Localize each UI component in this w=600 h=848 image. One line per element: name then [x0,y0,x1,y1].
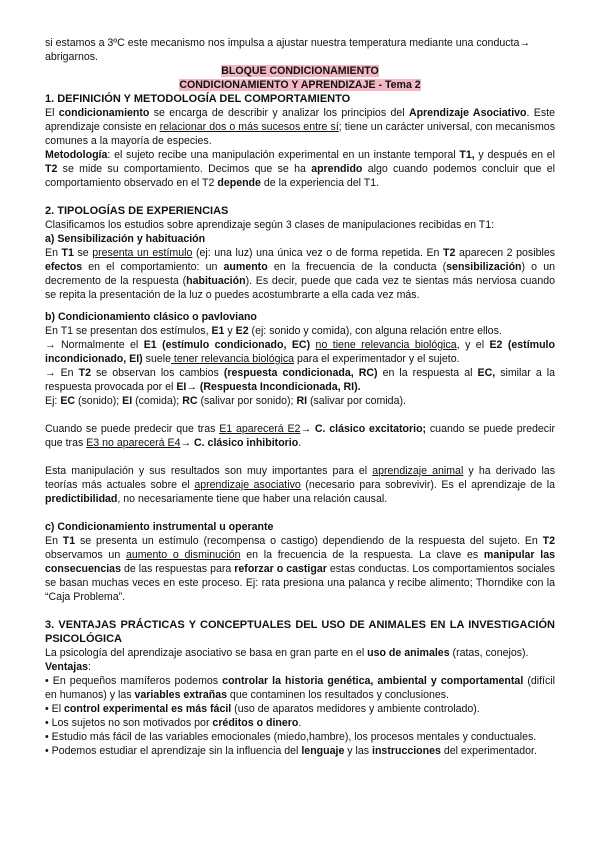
ventaja-item: • Los sujetos no son motivados por créditos o dinero. [45,717,302,729]
section-3-intro: La psicología del aprendizaje asociativo se basa en gran parte en el uso de animales (ratas, conejos). [45,647,529,659]
subsection-c-paragraph: En T1 se presenta un estímulo (recompensa o castigo) dependiendo de la respuesta del sujeto. En T2 observamos un aumento o disminución en la frecuencia de la respuesta. La clave es manipular las consecuencias de las respuestas para reforzar o castigar estas conductas. Los comportamientos sociales se basan muchas veces en este proceso. Ej: rata presiona una palanca y recibe alimento; Thorndike con la “Caja Problema”. [45,535,556,603]
block-title: BLOQUE CONDICIONAMIENTO [221,65,379,77]
section-1-paragraph-1: El condicionamiento se encarga de describir y analizar los principios del Aprendizaje Asociativo. Este aprendizaje consiste en relacionar dos o más sucesos entre sí; tiene un carácter universal, con mecanismos comunes a la mayoría de especies. [45,107,555,147]
ventaja-item: • Podemos estudiar el aprendizaje sin la influencia del lenguaje y las instrucciones del experimentador. [45,745,537,757]
ventaja-item: • Estudio más fácil de las variables emocionales (miedo,hambre), los procesos mentales y conductuales. [45,731,537,743]
subsection-a-paragraph: En T1 se presenta un estímulo (ej: una luz) una única vez o de forma repetida. En T2 aparecen 2 posibles efectos en el comportamiento: un aumento en la frecuencia de la conducta (sensibilización) o un decremento de la respuesta (habituación). Es decir, puede que cada vez te sientas más nerviosa cuando se repita la presentación de la luz o puedes acostumbrarte a ella cada vez más. [45,247,556,301]
section-1-heading: 1. DEFINICIÓN Y METODOLOGÍA DEL COMPORTAMIENTO [45,93,351,105]
subsection-b-line-2: → Normalmente el E1 (estímulo condicionado, EC) no tiene relevancia biológica, y el E2 (estímulo incondicionado, EI) suele tener relevancia biológica para el experimentador y el sujeto. [45,339,555,365]
topic-title: CONDICIONAMIENTO Y APRENDIZAJE - Tema 2 [179,79,421,91]
ventaja-item: • En pequeños mamíferos podemos controlar la historia genética, ambiental y comportamental (difícil en humanos) y las variables extrañas que contaminen los resultados y conclusiones. [45,675,555,701]
subsection-b-paragraph-3: Esta manipulación y sus resultados son muy importantes para el aprendizaje animal y ha derivado las teorías más actuales sobre el aprendizaje asociativo (necesario para sobrevivir). Es el aprendizaje de la predictibilidad, no necesariamente tiene que haber una relación causal. [45,465,555,505]
section-2-heading: 2. TIPOLOGÍAS DE EXPERIENCIAS [45,205,229,217]
intro-line-1: si estamos a 3ºC este mecanismo nos impulsa a ajustar nuestra temperatura mediante una conducta→ [45,37,530,49]
subsection-b-paragraph-2: Cuando se puede predecir que tras E1 aparecerá E2→ C. clásico excitatorio; cuando se puede predecir que tras E3 no aparecerá E4→ C. clásico inhibitorio. [45,423,555,449]
subsection-b-line-3: → En T2 se observan los cambios (respuesta condicionada, RC) en la respuesta al EC, similar a la respuesta provocada por el EI→ (Respuesta Incondicionada, RI). [45,367,555,393]
subsection-b-example: Ej: EC (sonido); EI (comida); RC (salivar por sonido); RI (salivar por comida). [45,395,406,407]
intro-line-2: abrigarnos. [45,51,98,63]
subsection-b-line-1: En T1 se presentan dos estímulos, E1 y E2 (ej: sonido y comida), con alguna relación entre ellos. [45,325,502,337]
section-3-heading: 3. VENTAJAS PRÁCTICAS Y CONCEPTUALES DEL USO DE ANIMALES EN LA INVESTIGACIÓN PSICOLÓGICA [45,619,555,645]
ventaja-item: • El control experimental es más fácil (uso de aparatos medidores y ambiente controlado). [45,703,480,715]
subsection-a-title: a) Sensibilización y habituación [45,233,206,245]
section-1-paragraph-2: Metodología: el sujeto recibe una manipulación experimental en un instante temporal T1, y después en el T2 se mide su comportamiento. Decimos que se ha aprendido algo cuando podemos concluir que el comportamiento observado en el T2 depende de la experiencia del T1. [45,149,556,189]
subsection-c-title: c) Condicionamiento instrumental u operante [45,521,274,533]
ventajas-label: Ventajas: [45,661,91,673]
section-2-intro: Clasificamos los estudios sobre aprendizaje según 3 clases de manipulaciones recibidas en T1: [45,219,495,231]
subsection-b-title: b) Condicionamiento clásico o pavloviano [45,311,257,323]
